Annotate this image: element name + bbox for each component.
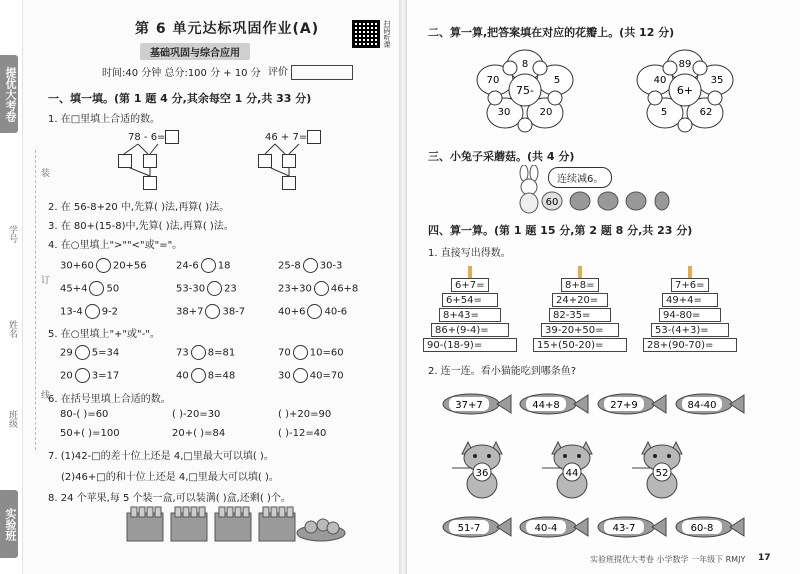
operator-circle[interactable] (293, 368, 308, 383)
petal-answer-circle (693, 61, 707, 75)
compare-left: 53-30 (176, 283, 206, 295)
pyramid-row[interactable]: 8+8= (561, 278, 599, 292)
fill-blank-item[interactable]: ( )+20=90 (278, 409, 332, 420)
petal-answer-circle (503, 61, 517, 75)
flower-2 (630, 45, 740, 135)
page-title: 第 6 单元达标巩固作业(A) (135, 21, 320, 37)
compare-right: 9-2 (101, 306, 119, 318)
grade-box[interactable] (291, 65, 353, 80)
question-2: 2. 在 56-8+20 中,先算( )法,再算( )法。 (48, 202, 230, 213)
pyramid-row[interactable]: 82-35= (549, 308, 611, 322)
operator-right: 10=60 (309, 347, 344, 359)
top-fish[interactable] (435, 392, 515, 416)
pyramid-row[interactable]: 24+20= (552, 293, 608, 307)
apple-box (259, 507, 295, 541)
fish-expression: 84-40 (687, 400, 717, 411)
compare-left: 45+4 (60, 283, 88, 295)
q1-expr-text: 78 - 6= (128, 132, 166, 143)
page-footer: 实验班提优大考卷 小学数学 一年级下 RMJY (590, 555, 746, 564)
operator-item (278, 345, 344, 360)
question-1: 1. 在□里填上合适的数。 (48, 114, 161, 125)
compare-left: 40+6 (278, 306, 306, 318)
cat[interactable] (450, 432, 520, 502)
question-5: 5. 在○里填上"+"或"-"。 (48, 329, 160, 340)
flower-petal-number: 5 (660, 107, 668, 118)
section-2-heading: 二、算一算,把答案填在对应的花瓣上。(共 12 分) (428, 26, 675, 39)
compare-right: 18 (217, 260, 231, 272)
petal-answer-circle (488, 91, 502, 105)
operator-item (176, 345, 235, 360)
answer-box[interactable] (118, 154, 132, 168)
fill-blank-item[interactable]: ( )-12=40 (278, 428, 327, 439)
compare-circle[interactable] (201, 258, 216, 273)
compare-circle[interactable] (314, 281, 329, 296)
operator-right: 5=34 (91, 347, 120, 359)
pyramid-row[interactable]: 86+(9-4)= (431, 323, 509, 337)
student-number-label: 学号 (7, 225, 17, 243)
compare-left: 38+7 (176, 306, 204, 318)
cat-number: 36 (475, 468, 489, 479)
mushroom-row (540, 190, 670, 214)
answer-box[interactable] (282, 176, 296, 190)
operator-item (176, 368, 235, 383)
compare-item (60, 304, 118, 319)
question-4-2: 2. 连一连。看小猫能吃到哪条鱼? (428, 366, 577, 377)
compare-left: 25-8 (278, 260, 301, 272)
operator-right: 8=48 (207, 370, 236, 382)
cat-number: 44 (565, 468, 579, 479)
series-tab: 提优大考卷 (0, 55, 18, 133)
time-info: 时间:40 分钟 总分:100 分 + 10 分 (102, 68, 261, 79)
compare-right: 38-7 (222, 306, 246, 318)
top-fish[interactable] (512, 392, 592, 416)
compare-item (278, 281, 358, 296)
compare-right: 40-6 (324, 306, 348, 318)
section-1-heading: 一、填一填。(第 1 题 4 分,其余每空 1 分,共 33 分) (48, 92, 312, 105)
flower-petal-number: 40 (653, 75, 667, 86)
pyramid-row[interactable]: 53-(4+3)= (651, 323, 729, 337)
compare-item (278, 304, 347, 319)
flower-1 (470, 45, 580, 135)
qr-caption: 扫码听课 (383, 20, 391, 48)
compare-left: 24-6 (176, 260, 199, 272)
fill-blank-item[interactable]: 20+( )=84 (172, 428, 226, 439)
page-number: 17 (758, 553, 771, 563)
compare-right: 23 (224, 283, 237, 295)
compare-circle[interactable] (207, 281, 222, 296)
operator-left: 29 (60, 347, 73, 359)
operator-left: 40 (176, 370, 189, 382)
apple-box (171, 507, 207, 541)
petal-answer-circle (708, 91, 722, 105)
class-label: 班级 (7, 410, 17, 428)
compare-item (278, 258, 342, 273)
section-3-heading: 三、小兔子采蘑菇。(共 4 分) (428, 150, 575, 163)
petal-answer-circle (663, 61, 677, 75)
question-8: 8. 24 个苹果,每 5 个装一盒,可以装满( )盒,还剩( )个。 (48, 493, 291, 504)
answer-box[interactable] (143, 176, 157, 190)
apple-pile (297, 519, 345, 541)
flower-petal-number: 5 (553, 75, 561, 86)
fish-expression: 27+9 (610, 400, 638, 411)
flower-1-center: 75- (516, 84, 534, 97)
candle (578, 266, 582, 278)
operator-circle[interactable] (75, 368, 90, 383)
flower-petal-number: 8 (521, 59, 529, 70)
pyramid-row[interactable]: 6+7= (451, 278, 489, 292)
mushroom (598, 192, 618, 210)
operator-right: 3=17 (91, 370, 120, 382)
bottom-fish[interactable] (435, 515, 515, 539)
grade-label: 评价 (268, 67, 288, 78)
petal-answer-circle (533, 61, 547, 75)
flower-petal-number: 70 (486, 75, 500, 86)
compare-item (60, 258, 147, 273)
compare-item (176, 281, 237, 296)
binding-mark: 线 (39, 390, 49, 399)
flower-2-center: 6+ (676, 84, 694, 97)
operator-item (60, 345, 119, 360)
compare-item (176, 304, 245, 319)
bottom-fish[interactable] (590, 515, 670, 539)
question-4-1: 1. 直接写出得数。 (428, 248, 511, 259)
pyramid-row[interactable]: 28+(90-70)= (643, 338, 737, 352)
speech-bubble: 连续减6。 (548, 167, 612, 188)
cat[interactable] (540, 432, 610, 502)
cat[interactable] (630, 432, 700, 502)
fill-blank-item[interactable]: ( )-20=30 (172, 409, 221, 420)
mushroom (626, 192, 646, 210)
grade-field[interactable] (268, 63, 353, 80)
compare-right: 20+56 (112, 260, 147, 272)
bottom-fish[interactable] (512, 515, 592, 539)
apple-box (215, 507, 251, 541)
operator-right: 8=81 (207, 347, 236, 359)
compare-circle[interactable] (307, 304, 322, 319)
book-spine (399, 0, 407, 574)
binding-mark: 订 (39, 275, 49, 284)
fish-expression: 43-7 (612, 523, 636, 534)
operator-circle[interactable] (293, 345, 308, 360)
operator-circle[interactable] (191, 345, 206, 360)
apple-box (127, 507, 163, 541)
petal-answer-circle (648, 91, 662, 105)
compare-right: 30-3 (319, 260, 343, 272)
top-fish[interactable] (668, 392, 748, 416)
mushroom-start-value: 60 (545, 197, 559, 208)
compare-item (60, 281, 119, 296)
compare-left: 23+30 (278, 283, 312, 295)
cat-number: 52 (655, 468, 669, 479)
pyramid-row[interactable]: 49+4= (662, 293, 718, 307)
compare-circle[interactable] (85, 304, 100, 319)
mushroom (655, 192, 669, 210)
binding-mark: 装 (39, 168, 49, 177)
operator-left: 30 (278, 370, 291, 382)
flower-petal-number: 20 (539, 107, 553, 118)
fish-expression: 37+7 (455, 400, 483, 411)
pyramid-row[interactable]: 8+43= (439, 308, 501, 322)
pyramid-row[interactable]: 6+54= (442, 293, 498, 307)
compare-right: 50 (106, 283, 120, 295)
operator-right: 40=70 (309, 370, 344, 382)
series-tab-bottom: 实验班 (0, 490, 18, 558)
petal-answer-circle (678, 118, 692, 132)
answer-box[interactable] (282, 154, 296, 168)
bottom-fish[interactable] (668, 515, 748, 539)
fill-blank-item[interactable]: 50+( )=100 (60, 428, 120, 439)
question-6: 6. 在括号里填上合适的数。 (48, 394, 171, 405)
top-fish[interactable] (590, 392, 670, 416)
operator-item (60, 368, 119, 383)
compare-right: 46+8 (330, 283, 359, 295)
pyramid-row[interactable]: 7+6= (671, 278, 709, 292)
q1-expr-text: 46 + 7= (265, 132, 308, 143)
compare-circle[interactable] (96, 258, 111, 273)
qr-code[interactable] (352, 20, 380, 48)
pyramid-row[interactable]: 94-80= (659, 308, 721, 322)
compare-circle[interactable] (303, 258, 318, 273)
mushroom (570, 192, 590, 210)
fish-expression: 51-7 (457, 523, 481, 534)
section-4-heading: 四、算一算。(第 1 题 15 分,第 2 题 8 分,共 23 分) (428, 224, 693, 237)
petal-answer-circle (518, 118, 532, 132)
compare-left: 13-4 (60, 306, 83, 318)
question-7-part-1: 7. (1)42-□的差十位上还是 4,□里最大可以填( )。 (48, 451, 274, 462)
pyramid-row[interactable]: 90-(18-9)= (423, 338, 517, 352)
question-4: 4. 在○里填上">""<"或"="。 (48, 240, 183, 251)
petal-answer-circle (548, 91, 562, 105)
fill-blank-item[interactable]: 80-( )=60 (60, 409, 109, 420)
operator-left: 73 (176, 347, 189, 359)
flower-petal-number: 30 (497, 107, 511, 118)
flower-petal-number: 35 (710, 75, 724, 86)
compare-left: 30+60 (60, 260, 94, 272)
pyramid-row[interactable]: 39-20+50= (541, 323, 619, 337)
candle (688, 266, 692, 278)
pyramid-row[interactable]: 15+(50-20)= (533, 338, 627, 352)
apple-boxes (125, 505, 355, 545)
operator-circle[interactable] (191, 368, 206, 383)
question-7-part-2: (2)46+□的和十位上还是 4,□里最大可以填( )。 (61, 472, 279, 483)
answer-box[interactable] (258, 154, 272, 168)
operator-item (278, 368, 344, 383)
candle (468, 266, 472, 278)
compare-item (176, 258, 230, 273)
compare-circle[interactable] (89, 281, 104, 296)
fish-expression: 40-4 (534, 523, 558, 534)
name-label: 姓名 (7, 320, 17, 338)
fish-expression: 44+8 (532, 400, 560, 411)
fish-expression: 60-8 (690, 523, 714, 534)
compare-circle[interactable] (205, 304, 220, 319)
flower-petal-number: 89 (678, 59, 692, 70)
operator-circle[interactable] (75, 345, 90, 360)
operator-left: 20 (60, 370, 73, 382)
answer-box[interactable] (143, 154, 157, 168)
question-3: 3. 在 80+(15-8)中,先算( )法,再算( )法。 (48, 221, 234, 232)
subtitle: 基础巩固与综合应用 (140, 43, 250, 60)
flower-petal-number: 62 (699, 107, 713, 118)
binding-line (35, 150, 36, 450)
operator-left: 70 (278, 347, 291, 359)
